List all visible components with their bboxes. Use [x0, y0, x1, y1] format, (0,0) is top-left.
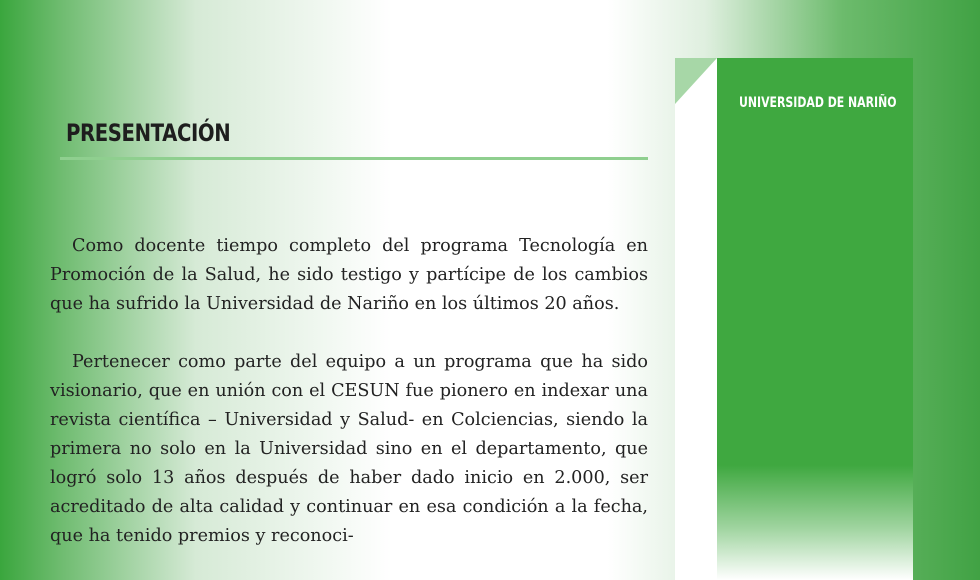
sidebar-corner-fold	[675, 58, 717, 104]
heading-divider	[60, 157, 648, 160]
section-heading: PRESENTACIÓN	[66, 119, 231, 147]
sidebar-white-strip	[675, 58, 717, 580]
sidebar-title: UNIVERSIDAD DE NARIÑO	[739, 95, 897, 111]
paragraph-1: Como docente tiempo completo del programa Tecnología en Promoción de la Salud, he sido testigo y partícipe de los cambios que ha sufrido la Universidad de Nariño en los últimos 20 años.	[50, 236, 648, 314]
paragraph-2: Pertenecer como parte del equipo a un programa que ha sido visionario, que en unión con el CESUN fue pionero en indexar una revista científica – Universidad y Salud- en Colciencias, siendo la primera no solo en la Universidad sino en el departamento, que logró solo 13 años después de haber dado inicio en 2.000, ser acreditado de alta calidad y continuar en esa condición a la fecha, que ha tenido premios y reconoci-	[50, 352, 648, 546]
body-text	[50, 232, 648, 551]
sidebar-panel	[717, 58, 913, 580]
